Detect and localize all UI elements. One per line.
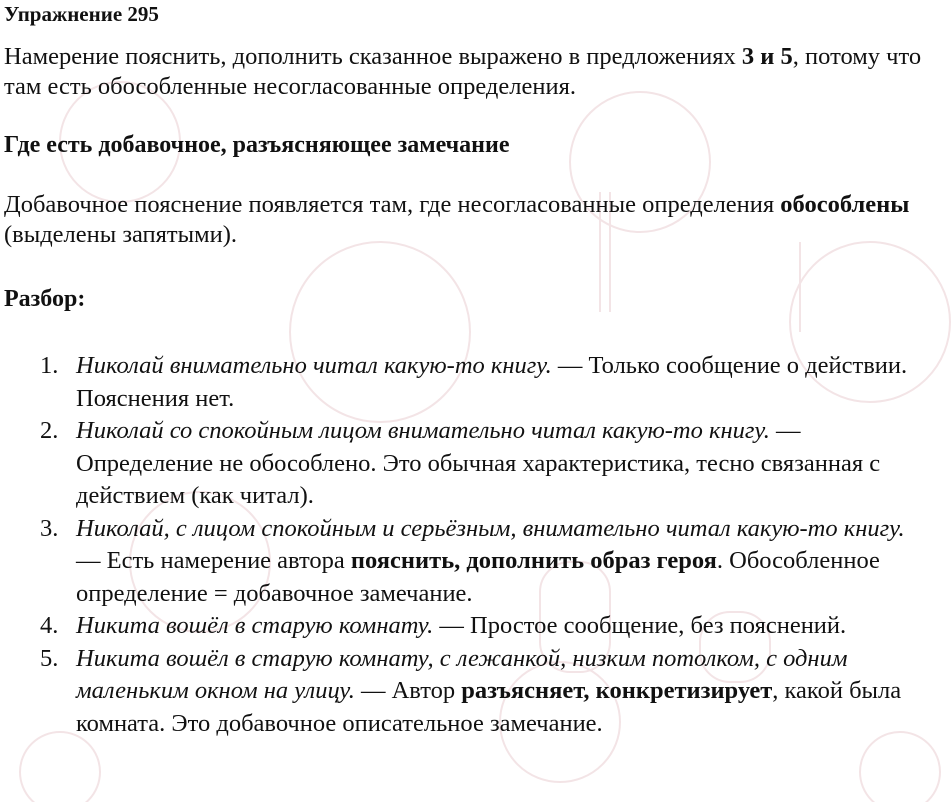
item-sentence: Николай, с лицом спокойным и серьёзным, внимательно читал какую-то книгу.: [76, 514, 905, 542]
list-item: [4, 643, 951, 741]
item-comment: — Определение не обособлено. Это обычная характеристика, тесно связанная с действием (как читал).: [76, 417, 881, 509]
explanation-text-end: (выделены запятыми).: [4, 221, 238, 248]
item-sentence: Николай со спокойным лицом внимательно читал какую-то книгу.: [76, 417, 770, 444]
item-bold: пояснить, дополнить образ героя: [350, 547, 717, 574]
explanation-bold: обособлены: [780, 191, 910, 218]
exercise-content: [0, 2, 951, 740]
intro-paragraph: [4, 42, 951, 102]
item-number: 1.: [40, 352, 59, 379]
explanation-paragraph: [4, 190, 951, 250]
item-number: 3.: [40, 514, 59, 542]
item-comment: — Только сообщение о действии. Пояснения нет.: [76, 352, 908, 412]
item-comment: — Простое сообщение, без пояснений.: [433, 612, 847, 639]
exercise-title: Упражнение 295: [4, 2, 159, 26]
item-number: 5.: [40, 644, 59, 672]
item-comment-end: , какой была комната. Это добавочное описательное замечание.: [76, 677, 902, 737]
section-heading: Где есть добавочное, разъясняющее замечание: [4, 132, 510, 158]
item-sentence: Николай внимательно читал какую-то книгу.: [76, 352, 552, 379]
intro-bold: 3 и 5: [741, 43, 793, 70]
item-comment-end: . Обособленное определение = добавочное замечание.: [76, 547, 880, 607]
explanation-text: Добавочное пояснение появляется там, где несогласованные определения: [4, 191, 781, 218]
item-bold: разъясняет, конкретизирует: [461, 677, 773, 704]
list-item: [4, 415, 951, 513]
list-item: [4, 513, 951, 611]
item-comment: — Есть намерение автора: [76, 547, 351, 574]
item-comment: — Автор: [354, 677, 462, 704]
analysis-heading: Разбор:: [4, 286, 86, 312]
item-sentence: Никита вошёл в старую комнату, с лежанкой, низким потолком, с одним маленьким окном на улицу.: [76, 644, 848, 704]
list-item: [4, 350, 951, 415]
intro-text: Намерение пояснить, дополнить сказанное выражено в предложениях: [4, 43, 742, 70]
item-number: 4.: [40, 612, 59, 639]
item-number: 2.: [40, 417, 59, 444]
analysis-list: [4, 350, 951, 740]
list-item: [4, 610, 951, 643]
item-sentence: Никита вошёл в старую комнату.: [76, 612, 434, 639]
intro-text-end: , потому что там есть обособленные несогласованные определения.: [4, 43, 922, 100]
